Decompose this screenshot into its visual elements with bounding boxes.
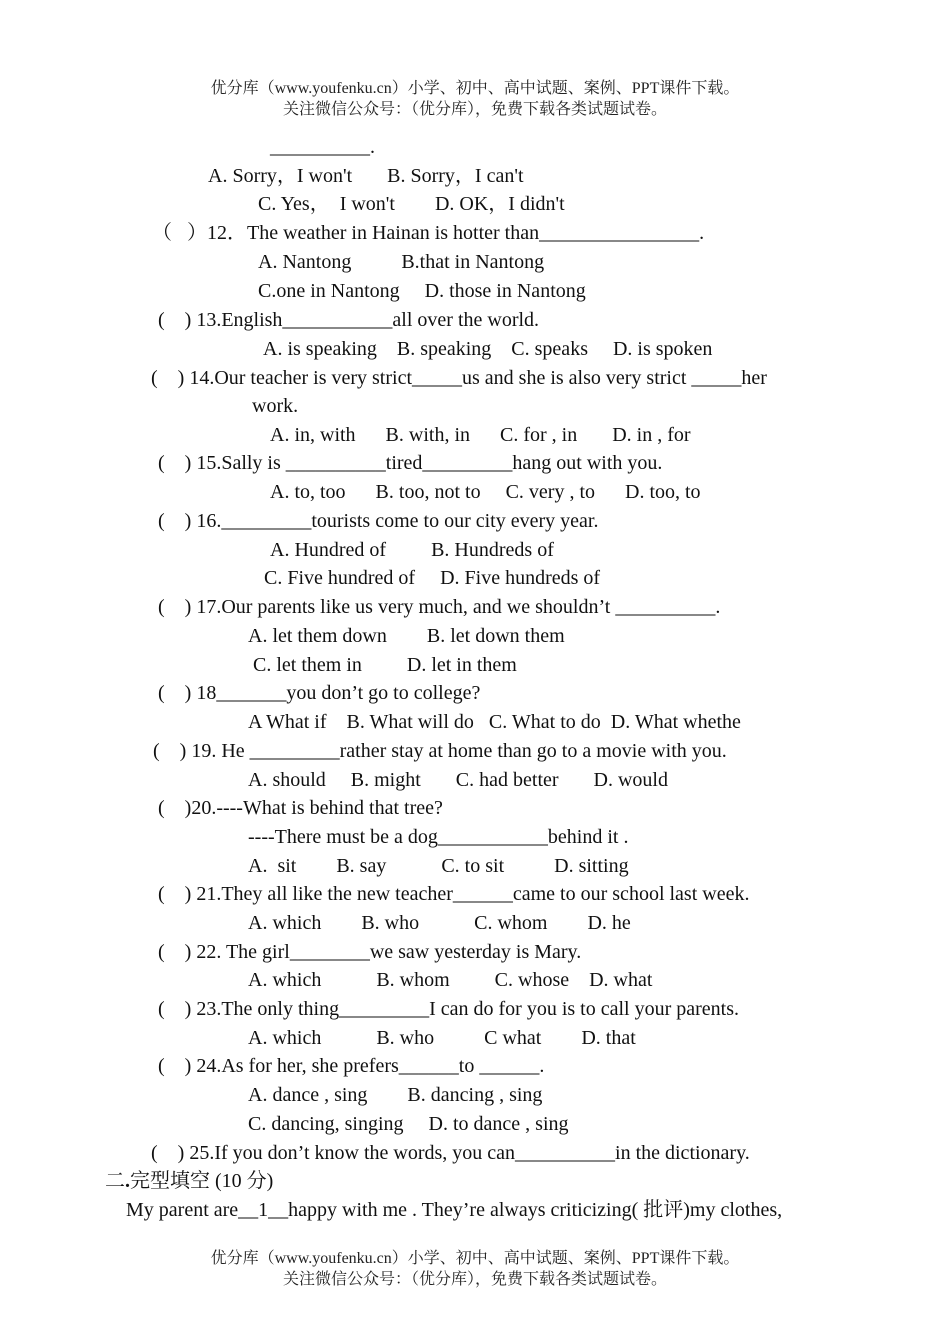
q17-stem: ( ) 17.Our parents like us very much, and we shouldn’t __________. (158, 596, 721, 618)
footer-line-1: 优分库（www.youfenku.cn）小学、初中、高中试题、案例、PPT课件下载。 (210, 1250, 740, 1267)
header-line-1: 优分库（www.youfenku.cn）小学、初中、高中试题、案例、PPT课件下载。 (210, 80, 740, 97)
section-2-number: 二 (105, 1170, 125, 1192)
q19-stem: ( ) 19. He _________rather stay at home than go to a movie with you. (153, 740, 727, 762)
q19-options: A. should B. might C. had better D. would (248, 769, 668, 791)
passage-part-1: My parent are (126, 1199, 239, 1221)
q24-stem: ( ) 24.As for her, she prefers______to ______. (158, 1055, 545, 1077)
section-2-dot: . (125, 1170, 130, 1192)
q21-stem: ( ) 21.They all like the new teacher______came to our school last week. (158, 883, 750, 905)
q22-stem: ( ) 22. The girl________we saw yesterday is Mary. (158, 941, 582, 963)
q16-stem: ( ) 16._________tourists come to our city every year. (158, 510, 599, 532)
q21-options: A. which B. who C. whom D. he (248, 912, 631, 934)
footer-line-2: 关注微信公众号：（优分库），免费下载各类试题试卷。 (282, 1271, 667, 1288)
q13-stem: ( ) 13.English___________all over the world. (158, 309, 540, 331)
section-2-heading (105, 1167, 273, 1195)
q12-stem: （ ）12．The weather in Hainan is hotter than________________. (152, 222, 705, 244)
q24-options-ab: A. dance , sing B. dancing , sing (248, 1084, 543, 1106)
passage-part-2: happy with me . They’re always criticizing( 批评)my clothes, (288, 1199, 783, 1221)
q20-options: A. sit B. say C. to sit D. sitting (248, 855, 629, 877)
q17-options-cd: C. let them in D. let in them (253, 654, 517, 676)
q25-stem: ( ) 25.If you don’t know the words, you can__________in the dictionary. (151, 1142, 750, 1164)
q20-stem-continued: ----There must be a dog___________behind it . (248, 826, 629, 848)
q20-stem: ( )20.----What is behind that tree? (158, 797, 443, 819)
q16-options-ab: A. Hundred of B. Hundreds of (270, 539, 554, 561)
q18-options: A What if B. What will do C. What to do D. What whethe (248, 711, 741, 733)
cloze-blank-1: __1__ (238, 1199, 289, 1221)
q23-stem: ( ) 23.The only thing_________I can do for you is to call your parents. (158, 998, 739, 1020)
q15-stem: ( ) 15.Sally is __________tired_________hang out with you. (158, 452, 663, 474)
q12-options-ab: A. Nantong B.that in Nantong (258, 251, 545, 273)
cloze-passage-line (126, 1196, 782, 1224)
q14-options: A. in, with B. with, in C. for , in D. in , for (270, 424, 691, 446)
q16-options-cd: C. Five hundred of D. Five hundreds of (264, 567, 601, 589)
q13-options: A. is speaking B. speaking C. speaks D. is spoken (263, 338, 713, 360)
q24-options-cd: C. dancing, singing D. to dance , sing (248, 1113, 569, 1135)
q14-stem: ( ) 14.Our teacher is very strict_____us and she is also very strict _____her (151, 367, 767, 389)
section-2-title: 完型填空 (10 分) (130, 1170, 274, 1192)
q11-answer-blank: __________. (270, 136, 375, 158)
q22-options: A. which B. whom C. whose D. what (248, 969, 653, 991)
q11-options-ab: A. Sorry，I won't B. Sorry，I can't (208, 165, 524, 187)
q23-options: A. which B. who C what D. that (248, 1027, 636, 1049)
q12-options-cd: C.one in Nantong D. those in Nantong (258, 280, 586, 302)
q17-options-ab: A. let them down B. let down them (248, 625, 565, 647)
q18-stem: ( ) 18_______you don’t go to college? (158, 682, 481, 704)
q11-options-cd: C. Yes， I won't D. OK，I didn't (258, 193, 565, 215)
q14-stem-continued: work. (252, 395, 299, 417)
q15-options: A. to, too B. too, not to C. very , to D. too, to (270, 481, 701, 503)
header-line-2: 关注微信公众号：（优分库），免费下载各类试题试卷。 (282, 101, 667, 118)
